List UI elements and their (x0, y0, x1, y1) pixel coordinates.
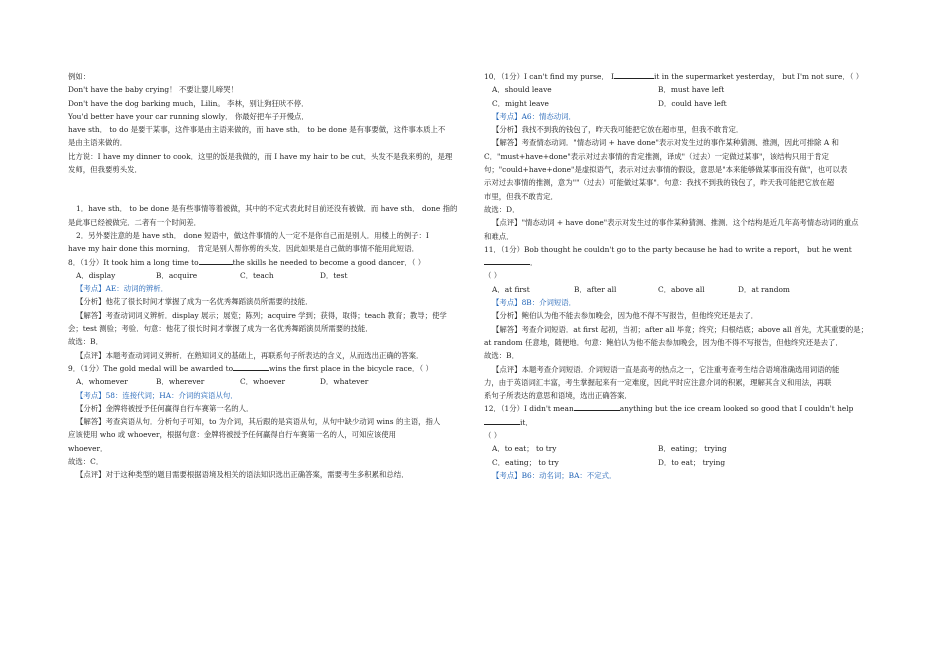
options-row (484, 283, 886, 296)
option-d: D．whatever (320, 377, 369, 387)
fenxi-line: 【分析】他花了很长时间才掌握了成为一名优秀舞蹈演员所需要的技能． (76, 297, 313, 307)
jieda-line: 故选：B． (68, 337, 103, 347)
option-b: B．eating； trying (658, 444, 727, 454)
question-9 (68, 362, 468, 482)
question-stem: 10．（1分）I can't find my purse． I it in the supermarket yesterday， but I'm not sure．（ ） (484, 72, 864, 81)
jieda-line: 应该使用 who 或 whoever，根据句意：金牌将被授予任何赢得自行车赛第一名的人，可知应该使用 (68, 430, 397, 440)
note-block (68, 202, 468, 255)
right-column (484, 70, 886, 482)
jieda-line: 市里，但我不敢肯定． (484, 191, 558, 201)
option-c: C．above all (658, 284, 705, 294)
question-10 (484, 70, 886, 243)
option-c: C．teach (240, 270, 274, 280)
question-stem: 8．（1分）It took him a long time to the skills he needed to become a good dancer．（ ） (68, 257, 426, 267)
intro-line: 比方说：I have my dinner to cook．这里的饭是我做的，而 I have my hair to be cut．头发不是我来剪的，是理 (68, 151, 453, 161)
options-row (68, 375, 468, 388)
kaodian-line: 【考点】A6：情态动词． (492, 111, 576, 121)
jieda-line: 故选：C． (68, 457, 104, 467)
jieda-line: C．"must+have+done"表示对过去事情的肯定推测，译成"（过去）一定做过某事"，该结构只用于肯定 (484, 151, 829, 161)
option-d: D．test (320, 270, 348, 280)
dianping-line: 【点评】本题考查介词短语．介词短语一直是高考的热点之一，它注重考查考生结合语境准确选用词语的能 (492, 364, 840, 374)
intro-block (68, 70, 468, 176)
options-row (484, 442, 886, 455)
option-a: A．whomever (76, 377, 128, 387)
option-a: A．to eat； to try (492, 444, 557, 454)
option-b: B．wherever (156, 377, 205, 387)
jieda-line: 会；test 测验；考验．句意：他花了很长时间才掌握了成为一名优秀舞蹈演员所需要的技能． (68, 324, 373, 334)
dianping-line: 【点评】对于这种类型的题目需要根据语境及相关的语法知识选出正确答案，需要考生多积累和总结． (76, 470, 409, 480)
intro-line: Don't have the baby crying！ 不要让婴儿啼哭！ (68, 85, 238, 95)
jieda-line: whoever． (68, 443, 108, 453)
jieda-line: at random 任意地，随便地．句意：鲍伯认为他不能去参加晚会，因为他不得不写报告，但他终究还是去了． (484, 337, 843, 347)
jieda-line: 故选：B． (484, 351, 519, 361)
answer-blank (574, 402, 620, 411)
fenxi-line: 【分析】金牌将被授予任何赢得自行车赛第一名的人． (76, 403, 254, 413)
question-stem: 12．（1分）I didn't mean anything but the ice cream looked so good that I couldn't helpit． (484, 404, 854, 427)
jieda-line: 【解答】考查宾语从句．分析句子可知，to 为介词，其后跟的是宾语从句，从句中缺少动词 wins 的主语，指人 (76, 417, 441, 427)
note-line: 是此事已经被做完．二者有一个时间差． (68, 217, 202, 227)
option-a: A．at first (492, 284, 530, 294)
intro-line: You'd better have your car running slowly． 你最好把车子开慢点． (68, 111, 309, 121)
question-stem: 9．（1分）The gold medal will be awarded to wins the first place in the bicycle race．（ ） (68, 363, 433, 373)
note-line: have my hair done this morning． 肯定是别人帮你剪的头发．因此如果是自己做的事情不能用此短语． (68, 244, 419, 254)
options-row (484, 456, 886, 469)
kaodian-line: 【考点】AE：动词的辨析． (76, 284, 169, 294)
jieda-line: 示对过去事情的推测，意为""（过去）可能做过某事"．句意：我找不到我的钱包了，昨天我可能把它放在超 (484, 178, 835, 188)
jieda-line: 【解答】考查动词词义辨析．display 展示；展览；陈列；acquire 学到；获得，取得；teach 教育；教导；使学 (76, 310, 447, 320)
option-c: C．whoever (240, 377, 286, 387)
option-a: A．should leave (492, 85, 552, 95)
kaodian-line: 【考点】58：连接代词；HA：介词的宾语从句． (76, 390, 238, 400)
intro-line: 发师，但我要剪头发． (68, 165, 142, 175)
intro-line: 例如： (68, 72, 91, 81)
left-column (68, 70, 468, 482)
answer-blank (484, 416, 520, 425)
dianping-line: 【点评】"情态动词 + have done"表示对发生过的事作某种猜测、推测．这个结构是近几年高考情态动词的重点 (492, 218, 859, 228)
question-11 (484, 243, 886, 403)
dianping-line: 【点评】本题考查动词词义辨析．在熟知词义的基础上，再联系句子所表达的含义，从而选出正确的答案． (76, 350, 424, 360)
question-bracket: （ ） (484, 431, 502, 441)
jieda-line: 【解答】考查情态动词．"情态动词 + have done"表示对发生过的事作某种猜测、推测，因此可排除 A 和 (492, 138, 839, 148)
option-c: C．eating； to try (492, 457, 559, 467)
answer-blank (233, 362, 269, 371)
option-b: B．acquire (156, 270, 198, 280)
jieda-line: 句；"could+have+done"是虚拟语气，表示对过去事情的假设，意思是"本来能够做某事而没有做"，也可以表 (484, 165, 848, 175)
question-bracket: （ ） (484, 271, 502, 281)
answer-blank (484, 256, 530, 265)
note-line: 1．have sth． to be done 是有些事情等着被做，其中的不定式表此时目前还没有被做．而 have sth． done 指的 (76, 204, 458, 214)
fenxi-line: 【分析】我找不到我的钱包了，昨天我可能把它放在超市里，但我不敢肯定． (492, 125, 744, 135)
option-d: D．to eat； trying (658, 457, 726, 467)
intro-line: 是由主语来做的． (68, 138, 128, 148)
option-c: C．might leave (492, 98, 549, 108)
option-d: D．at random (738, 284, 790, 294)
option-a: A．display (76, 270, 116, 280)
option-b: B．after all (574, 284, 617, 294)
question-stem: 11．（1分）Bob thought he couldn't go to the party because he had to write a report， but he went． (484, 244, 852, 268)
question-12 (484, 402, 886, 482)
option-b: B．must have left (658, 85, 725, 95)
kaodian-line: 【考点】8B：介词短语． (492, 298, 577, 308)
note-line: 2．另外要注意的是 have sth． done 短语中，做这件事情的人一定不是你自己而是别人．用楼上的例子：I (76, 230, 429, 240)
answer-blank (199, 256, 233, 265)
dianping-line: 和难点． (484, 231, 514, 241)
intro-line: have sth． to do 是要干某事，这件事是由主语来做的，而 have sth． to be done 是有事要做，这件事本质上不 (68, 125, 446, 135)
options-row (68, 269, 468, 282)
question-8 (68, 256, 468, 362)
answer-blank (614, 70, 654, 79)
options-row (484, 97, 886, 110)
fenxi-line: 【分析】鲍伯认为他不能去参加晚会，因为他不得不写报告，但他终究还是去了． (492, 311, 759, 321)
jieda-line: 【解答】考查介词短语．at first 起初，当初；after all 毕竟；终究；归根结底；above all 首先，尤其重要的是； (492, 324, 868, 334)
dianping-line: 系句子所表达的意思和语境，选出正确答案． (484, 391, 632, 401)
options-row (484, 83, 886, 96)
intro-line: Don't have the dog barking much，Lilin。 李林，别让狗狂吠不停． (68, 98, 309, 108)
jieda-line: 故选：D． (484, 204, 520, 214)
dianping-line: 力，由于英语词汇丰富，考生掌握起来有一定难度，因此平时应注意介词的积累，理解其含义和用法，再联 (484, 377, 832, 387)
option-d: D．could have left (658, 98, 727, 108)
kaodian-line: 【考点】B6：动名词；BA：不定式． (492, 470, 617, 480)
